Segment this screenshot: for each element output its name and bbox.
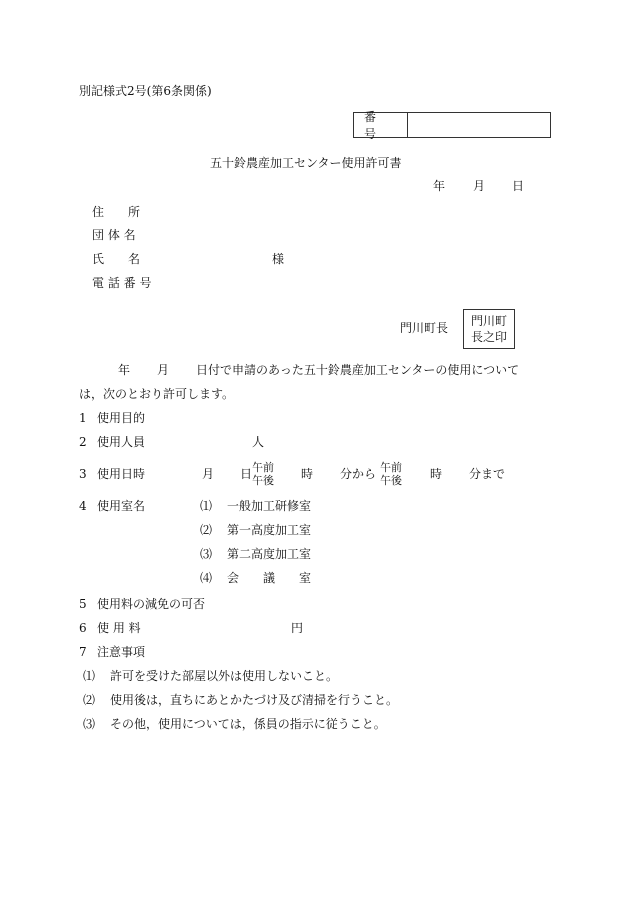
item-3-num: 3: [79, 467, 87, 481]
pm-label-2: 午後: [380, 474, 402, 487]
body-line-2: は，次のとおり許可します。: [79, 387, 235, 401]
body-year: 年: [118, 363, 131, 377]
item-3-to: 分まで: [469, 467, 506, 481]
group-label: 団 体 名: [92, 228, 136, 242]
item-1-num: 1: [79, 411, 87, 425]
item-3-ampm-end: [380, 461, 402, 487]
item-3-hour-2: 時: [430, 467, 443, 481]
item-3-month: 月: [202, 467, 215, 481]
note-3-text: その他，使用については，係員の指示に従うこと。: [110, 717, 386, 731]
item-5-num: 5: [79, 597, 87, 611]
item-3-hour: 時: [301, 467, 314, 481]
seal-line-2: 長之印: [470, 330, 507, 344]
address-label: 住 所: [92, 205, 141, 219]
item-7-label: 注意事項: [97, 645, 146, 659]
date-day: 日: [512, 179, 525, 193]
item-3-label: 使用日時: [97, 467, 146, 481]
room-2-name: 第一高度加工室: [227, 523, 312, 537]
date-year: 年: [433, 179, 446, 193]
item-6-num: 6: [79, 621, 87, 635]
note-3-num: ⑶: [83, 717, 96, 731]
item-3-ampm-start: [252, 461, 274, 487]
room-1-num: ⑴: [200, 499, 213, 513]
room-2-num: ⑵: [200, 523, 213, 537]
item-2-num: 2: [79, 435, 87, 449]
item-7-num: 7: [79, 645, 87, 659]
item-4-label: 使用室名: [97, 499, 146, 513]
body-month: 月: [157, 363, 170, 377]
pm-label: 午後: [252, 474, 274, 487]
room-3-name: 第二高度加工室: [227, 547, 312, 561]
number-box: [353, 110, 551, 141]
item-6-label: 使 用 料: [97, 621, 141, 635]
am-label: 午前: [252, 461, 274, 474]
item-2-unit: 人: [252, 435, 265, 449]
number-label: 番号: [354, 113, 408, 137]
item-3-from: 分から: [340, 467, 377, 481]
item-1-label: 使用目的: [97, 411, 146, 425]
note-1-num: ⑴: [83, 669, 96, 683]
room-1-name: 一般加工研修室: [227, 499, 312, 513]
item-6-unit: 円: [291, 621, 304, 635]
sama-label: 様: [272, 252, 285, 266]
seal-line-1: 門川町: [470, 314, 507, 328]
room-4-num: ⑷: [200, 571, 213, 585]
phone-label: 電 話 番 号: [92, 276, 152, 290]
room-3-num: ⑶: [200, 547, 213, 561]
document-title: 五十鈴農産加工センター使用許可書: [210, 156, 402, 170]
body-line-1: 日付で申請のあった五十鈴農産加工センターの使用について: [196, 363, 520, 377]
item-5-label: 使用料の減免の可否: [97, 597, 206, 611]
note-2-text: 使用後は，直ちにあとかたづけ及び清掃を行うこと。: [110, 693, 399, 707]
date-month: 月: [473, 179, 486, 193]
official-seal: [463, 309, 515, 349]
note-2-num: ⑵: [83, 693, 96, 707]
form-reference: 別記様式2号(第6条関係): [79, 84, 212, 98]
item-2-label: 使用人員: [97, 435, 146, 449]
note-1-text: 許可を受けた部屋以外は使用しないこと。: [110, 669, 339, 683]
name-label: 氏 名: [92, 252, 141, 266]
am-label-2: 午前: [380, 461, 402, 474]
room-4-name: 会 議 室: [227, 571, 312, 585]
issuer-title: 門川町長: [400, 321, 449, 335]
item-4-num: 4: [79, 499, 87, 513]
item-3-day: 日: [240, 467, 253, 481]
